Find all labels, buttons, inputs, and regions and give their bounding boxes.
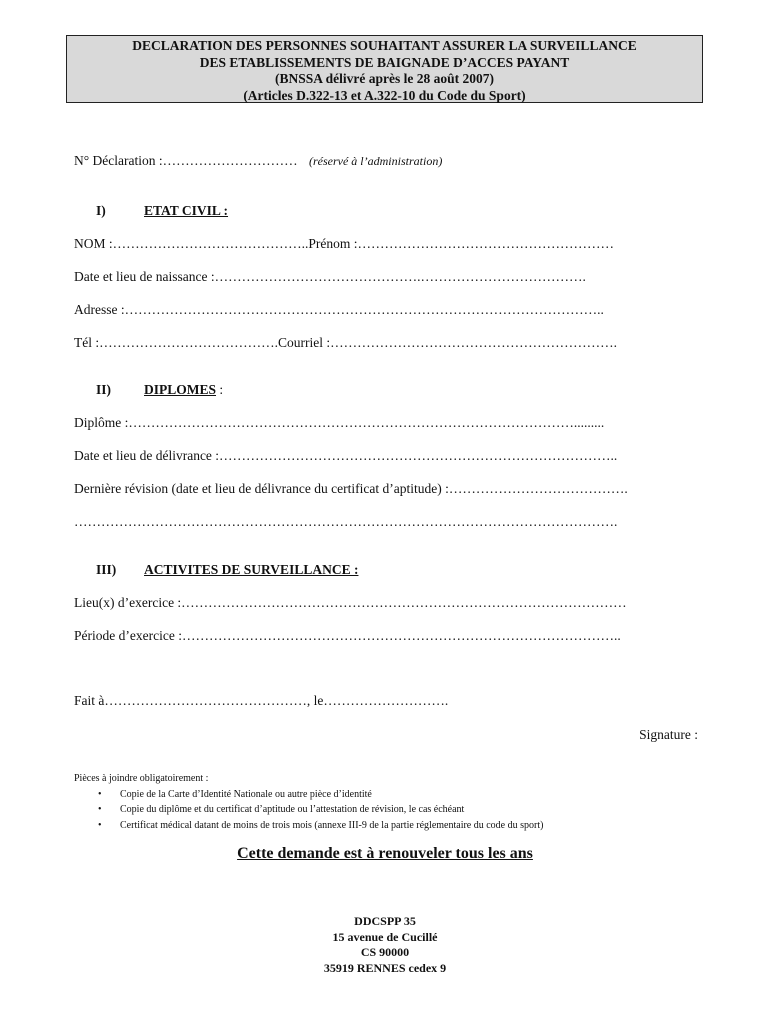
section-number: II) xyxy=(96,382,112,397)
declaration-note: (réservé à l’administration) xyxy=(309,154,443,168)
naissance-field[interactable]: Date et lieu de naissance :……………………………………….………………………………. xyxy=(74,269,586,284)
lieu-exercice-field[interactable]: Lieu(x) d’exercice :……………………………………………………………………………………… xyxy=(74,595,627,610)
address-line-1: DDCSPP 35 xyxy=(354,914,416,928)
renewal-notice: Cette demande est à renouveler tous les ans xyxy=(237,845,533,862)
section-title: ETAT CIVIL : xyxy=(144,203,229,218)
list-item: • Copie du diplôme et du certificat d’aptitude ou l’attestation de révision, le cas échéant xyxy=(74,802,543,818)
pieces-list xyxy=(74,771,543,833)
section-number: III) xyxy=(96,562,117,577)
address-line-3: CS 90000 xyxy=(360,945,410,959)
list-item: • Copie de la Carte d’Identité Nationale ou autre pièce d’identité xyxy=(74,787,543,803)
delivrance-field[interactable]: Date et lieu de délivrance :…………………………………………………………………………….. xyxy=(74,448,618,463)
section-number: I) xyxy=(96,203,106,218)
form-header xyxy=(66,35,703,103)
pieces-title: Pièces à joindre obligatoirement : xyxy=(74,773,209,784)
revision-field[interactable]: Dernière révision (date et lieu de délivrance du certificat d’aptitude) :…………………………………. xyxy=(74,481,628,496)
section-title: ACTIVITES DE SURVEILLANCE : xyxy=(144,562,359,577)
header-line-3: (BNSSA délivré après le 28 août 2007) xyxy=(275,71,494,86)
periode-exercice-field[interactable]: Période d’exercice :…………………………………………………………………………………….. xyxy=(74,628,621,643)
list-item: • Certificat médical datant de moins de trois mois (annexe III-9 de la partie réglementaire du code du sport) xyxy=(74,818,543,834)
signature-label: Signature : xyxy=(639,727,698,742)
bullet-icon: • xyxy=(98,819,102,831)
bullet-icon: • xyxy=(98,804,102,815)
address-block xyxy=(0,914,770,976)
fait-field[interactable]: Fait à………………………………………, le………………………. xyxy=(74,693,449,708)
header-line-1: DECLARATION DES PERSONNES SOUHAITANT ASSURER LA SURVEILLANCE xyxy=(132,38,637,53)
declaration-number-line xyxy=(74,153,442,169)
section-title-suffix: : xyxy=(216,382,224,397)
section-title: DIPLOMES xyxy=(144,382,217,397)
address-line-4: 35919 RENNES cedex 9 xyxy=(323,960,447,975)
tel-courriel-field[interactable]: Tél :………………………………….Courriel :………………………………………………………. xyxy=(74,335,617,350)
nom-prenom-field[interactable]: NOM :……………………………………..Prénom :………………………………………………… xyxy=(74,236,614,251)
diplome-field[interactable]: Diplôme :………………………………………………………………………………………......... xyxy=(74,415,605,430)
revision-continuation-field[interactable]: …………………………………………………………………………………………………………. xyxy=(74,514,618,529)
declaration-number-field[interactable]: N° Déclaration :………………………… xyxy=(74,153,298,168)
bullet-icon: • xyxy=(98,788,102,800)
address-line-2: 15 avenue de Cucillé xyxy=(332,929,438,944)
header-line-4: (Articles D.322-13 et A.322-10 du Code du Sport) xyxy=(243,87,526,103)
adresse-field[interactable]: Adresse :…………………………………………………………………………………………….. xyxy=(74,302,604,317)
header-line-2: DES ETABLISSEMENTS DE BAIGNADE D’ACCES PAYANT xyxy=(199,54,570,70)
